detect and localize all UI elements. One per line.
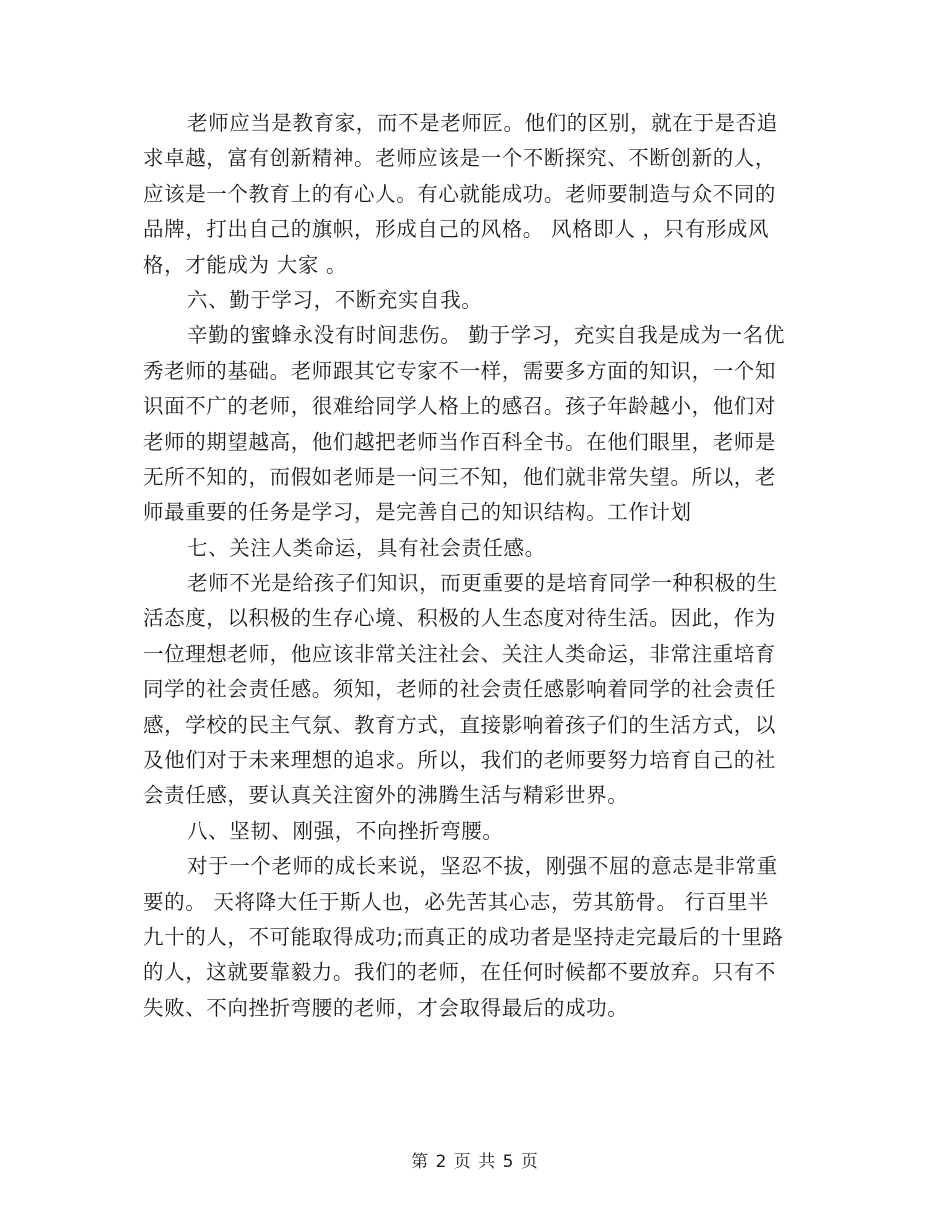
text-line: 感，学校的民主气氛、教育方式，直接影响着孩子们的生活方式，以 [143, 712, 776, 737]
text-line: 的人，这就要靠毅力。我们的老师，在任何时候都不要放弃。只有不 [143, 960, 776, 985]
page-number-footer: 第 2 页 共 5 页 [411, 1152, 539, 1172]
text-line: 品牌，打出自己的旗帜，形成自己的风格。 风格即人 ，只有形成风 [143, 217, 770, 242]
text-line: 识面不广的老师，很难给同学人格上的感召。孩子年龄越小，他们对 [143, 394, 776, 419]
text-line: 格，才能成为 大家 。 [143, 252, 348, 277]
text-line: 一位理想老师，他应该非常关注社会、关注人类命运，非常注重培育 [143, 641, 776, 666]
text-line: 老师不光是给孩子们知识，而更重要的是培育同学一种积极的生 [187, 571, 778, 596]
text-line: 求卓越，富有创新精神。老师应该是一个不断探究、不断创新的人， [143, 146, 776, 171]
text-line: 老师的期望越高，他们越把老师当作百科全书。在他们眼里，老师是 [143, 429, 776, 454]
text-line: 辛勤的蜜蜂永没有时间悲伤。 勤于学习，充实自我是成为一名优 [187, 323, 785, 348]
text-line: 八、坚韧、刚强，不向挫折弯腰。 [187, 818, 504, 843]
text-line: 九十的人，不可能取得成功;而真正的成功者是坚持走完最后的十里路 [143, 924, 784, 949]
text-line: 要的。 天将降大任于斯人也，必先苦其心志，劳其筋骨。 行百里半 [143, 889, 770, 914]
text-line: 会责任感，要认真关注窗外的沸腾生活与精彩世界。 [143, 783, 629, 808]
text-line: 无所不知的，而假如老师是一问三不知，他们就非常失望。所以，老 [143, 464, 776, 489]
text-line: 师最重要的任务是学习，是完善自己的知识结构。工作计划 [143, 500, 692, 525]
text-line: 活态度，以积极的生存心境、积极的人生态度对待生活。因此，作为 [143, 606, 776, 631]
text-line: 同学的社会责任感。须知，老师的社会责任感影响着同学的社会责任 [143, 677, 776, 702]
text-line: 六、勤于学习，不断充实自我。 [187, 287, 483, 312]
text-line: 应该是一个教育上的有心人。有心就能成功。老师要制造与众不同的 [143, 181, 776, 206]
text-line: 对于一个老师的成长来说，坚忍不拔，刚强不屈的意志是非常重 [187, 854, 778, 879]
text-line: 秀老师的基础。老师跟其它专家不一样，需要多方面的知识，一个知 [143, 358, 776, 383]
text-line: 及他们对于未来理想的追求。所以，我们的老师要努力培育自己的社 [143, 748, 776, 773]
text-line: 失败、不向挫折弯腰的老师，才会取得最后的成功。 [143, 995, 629, 1020]
text-line: 七、关注人类命运，具有社会责任感。 [187, 535, 546, 560]
document-body [143, 106, 823, 1026]
text-line: 老师应当是教育家，而不是老师匠。他们的区别，就在于是否追 [187, 111, 778, 135]
